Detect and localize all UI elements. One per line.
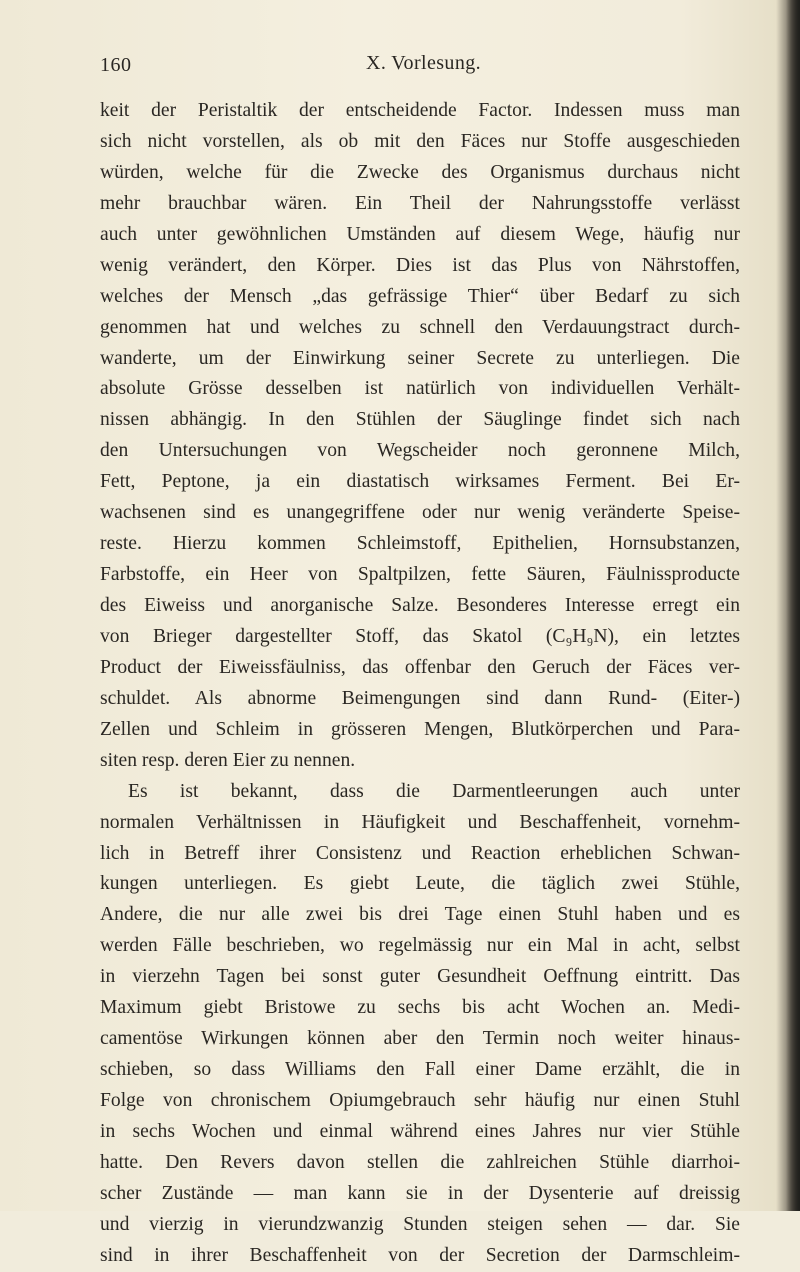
text-line: Product der Eiweissfäulniss, das offenbar den Geruch der Fäces ver- [100,656,740,678]
text-line: sich nicht vorstellen, als ob mit den Fäces nur Stoffe ausgeschieden [100,130,740,152]
text-line: nissen abhängig. In den Stühlen der Säuglinge findet sich nach [100,409,740,431]
text-line: des Eiweiss und anorganische Salze. Besonderes Interesse erregt ein [100,595,740,616]
text-line: von Brieger dargestellter Stoff, das Skatol (C₉H₉N), ein letztes [100,625,740,647]
paragraph-start-line: Es ist bekannt, dass die Darmentleerungen auch unter [128,780,740,802]
text-line: hatte. Den Revers davon stellen die zahlreichen Stühle diarrhoi- [100,1151,740,1173]
text-line: mehr brauchbar wären. Ein Theil der Nahrungsstoffe verlässt [100,192,740,214]
body-text [100,96,740,1272]
text-line: normalen Verhältnissen in Häufigkeit und Beschaffenheit, vornehm- [100,811,740,833]
text-line: auch unter gewöhnlichen Umständen auf diesem Wege, häufig nur [100,223,740,245]
text-line: werden Fälle beschrieben, wo regelmässig nur ein Mal in acht, selbst [100,935,740,957]
text-line: Andere, die nur alle zwei bis drei Tage einen Stuhl haben und es [100,904,740,926]
text-line: in vierzehn Tagen bei sonst guter Gesundheit Oeffnung eintritt. Das [100,966,740,988]
text-line: und vierzig in vierundzwanzig Stunden steigen sehen — dar. Sie [100,1213,740,1235]
text-line: sind in ihrer Beschaffenheit von der Secretion der Darmschleim- [100,1244,740,1266]
text-line: keit der Peristaltik der entscheidende Factor. Indessen muss man [100,100,740,121]
page-number: 160 [100,54,132,76]
text-line: Fett, Peptone, ja ein diastatisch wirksames Ferment. Bei Er- [100,471,740,493]
text-line: schieben, so dass Williams den Fall einer Dame erzählt, die in [100,1059,740,1081]
text-line: camentöse Wirkungen können aber den Termin noch weiter hinaus- [100,1028,740,1050]
text-line: den Untersuchungen von Wegscheider noch geronnene Milch, [100,440,740,462]
text-line: kungen unterliegen. Es giebt Leute, die täglich zwei Stühle, [100,873,740,895]
text-line: wenig verändert, den Körper. Dies ist das Plus von Nährstoffen, [100,254,740,276]
text-line: Maximum giebt Bristowe zu sechs bis acht Wochen an. Medi- [100,997,740,1019]
text-line: Farbstoffe, ein Heer von Spaltpilzen, fette Säuren, Fäulnissproducte [100,564,740,586]
text-line: wachsenen sind es unangegriffene oder nur wenig veränderte Speise- [100,502,740,524]
text-line: absolute Grösse desselben ist natürlich von individuellen Verhält- [100,378,740,400]
text-line: in sechs Wochen und einmal während eines Jahres nur vier Stühle [100,1120,740,1142]
text-line: Folge von chronischem Opiumgebrauch sehr häufig nur einen Stuhl [100,1090,740,1111]
text-line: Zellen und Schleim in grösseren Mengen, Blutkörperchen und Para- [100,718,740,740]
text-line: scher Zustände — man kann sie in der Dysenterie auf dreissig [100,1182,740,1204]
running-head [0,52,800,82]
text-line: wanderte, um der Einwirkung seiner Secrete zu unterliegen. Die [100,347,740,369]
text-line: welches der Mensch „das gefrässige Thier“ über Bedarf zu sich [100,285,740,307]
text-line: schuldet. Als abnorme Beimengungen sind dann Rund- (Eiter-) [100,687,740,709]
text-line: reste. Hierzu kommen Schleimstoff, Epithelien, Hornsubstanzen, [100,533,740,555]
text-line: würden, welche für die Zwecke des Organismus durchaus nicht [100,161,740,183]
paragraph-end-line: siten resp. deren Eier zu nennen. [100,749,356,771]
text-line: lich in Betreff ihrer Consistenz und Reaction erheblichen Schwan- [100,842,740,864]
section-title: X. Vorlesung. [366,52,482,74]
page-edge-shadow [786,0,800,1211]
text-line: genommen hat und welches zu schnell den Verdauungstract durch- [100,316,740,338]
